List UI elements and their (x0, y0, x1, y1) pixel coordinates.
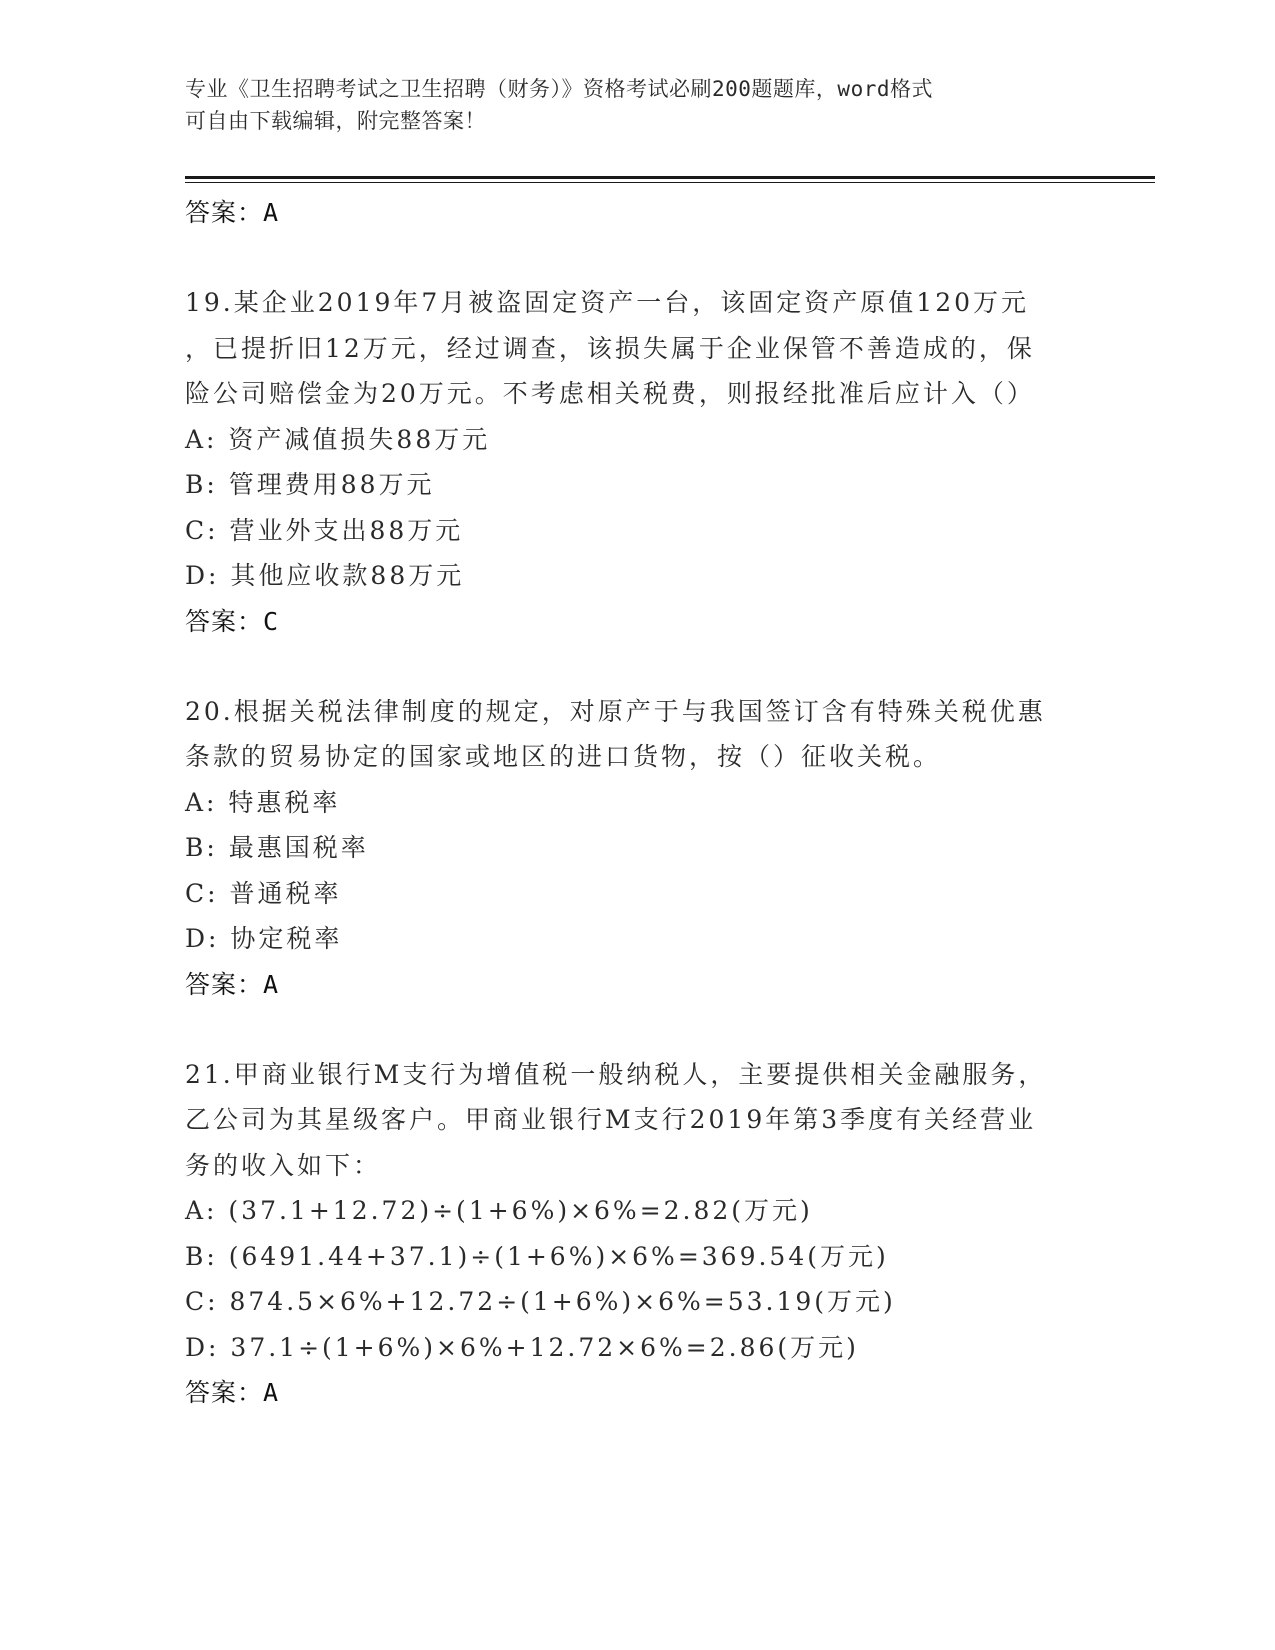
answer-label: 答案：C (185, 606, 280, 636)
option-b: B: 最惠国税率 (185, 833, 369, 862)
option-b: B: 管理费用88万元 (185, 470, 435, 499)
header-divider-thick (185, 176, 1155, 179)
option-c: C: 874.5×6%+12.72÷(1+6%)×6%=53.19(万元) (185, 1287, 896, 1316)
question-text-line: 务的收入如下： (185, 1150, 382, 1180)
answer-label: 答案：A (185, 1378, 280, 1407)
option-c: C: 营业外支出88万元 (185, 515, 464, 545)
header-line-2: 可自由下载编辑，附完整答案！ (185, 109, 486, 133)
document-header (185, 73, 1085, 137)
option-a: A: (37.1+12.72)÷(1+6%)×6%=2.82(万元) (185, 1196, 813, 1225)
previous-question-answer: 答案：A (185, 198, 280, 227)
question-text-line: 险公司赔偿金为20万元。不考虑相关税费，则报经批准后应计入（） (185, 379, 1035, 408)
question-text-line: 21.甲商业银行M支行为增值税一般纳税人，主要提供相关金融服务， (185, 1059, 1047, 1089)
document-body (185, 190, 1085, 1416)
option-a: A: 资产减值损失88万元 (185, 424, 491, 454)
question-21 (185, 1052, 1085, 1417)
option-d: D: 37.1÷(1+6%)×6%+12.72×6%=2.86(万元) (185, 1332, 859, 1362)
question-text-line: ，已提折旧12万元，经过调查，该损失属于企业保管不善造成的，保 (185, 333, 1035, 363)
header-line-1: 专业《卫生招聘考试之卫生招聘（财务）》资格考试必刷200题题库，word格式 (185, 77, 933, 101)
question-text-line: 条款的贸易协定的国家或地区的进口货物，按（）征收关税。 (185, 742, 942, 771)
answer-label: 答案：A (185, 969, 280, 999)
question-text-line: 20.根据关税法律制度的规定，对原产于与我国签订含有特殊关税优惠 (185, 696, 1046, 726)
question-text-line: 乙公司为其星级客户。甲商业银行M支行2019年第3季度有关经营业 (185, 1105, 1037, 1134)
option-d: D: 协定税率 (185, 924, 343, 953)
option-a: A: 特惠税率 (185, 787, 341, 817)
question-19 (185, 280, 1085, 645)
question-text-line: 19.某企业2019年7月被盗固定资产一台，该固定资产原值120万元 (185, 288, 1030, 317)
option-c: C: 普通税率 (185, 878, 342, 908)
option-d: D: 其他应收款88万元 (185, 561, 465, 590)
header-divider-thin (185, 182, 1155, 183)
question-20 (185, 689, 1085, 1008)
option-b: B: (6491.44+37.1)÷(1+6%)×6%=369.54(万元) (185, 1241, 889, 1271)
